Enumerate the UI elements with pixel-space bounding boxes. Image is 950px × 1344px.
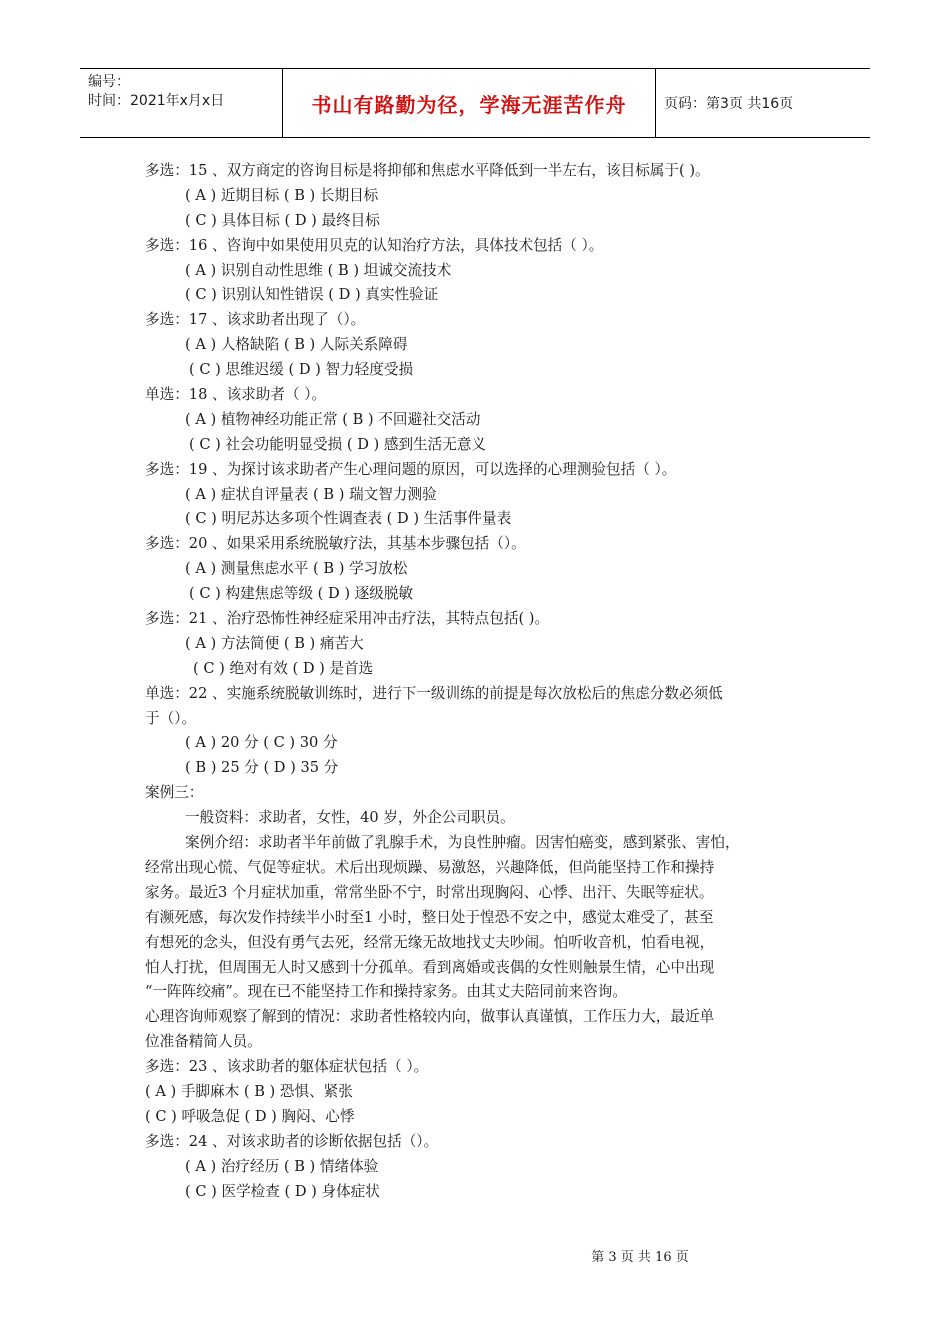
text-line: 多选：24 、对该求助者的诊断依据包括（）。 xyxy=(145,1132,439,1150)
text-line: ( A ) 症状自评量表 ( B ) 瑞文智力测验 xyxy=(185,485,437,503)
text-line: 怕人打扰，但周围无人时又感到十分孤单。看到离婚或丧偶的女性则触景生情，心中出现 xyxy=(145,958,715,976)
text-line: ( A ) 手脚麻木 ( B ) 恐惧、紧张 xyxy=(145,1082,353,1100)
text-line: ( A ) 治疗经历 ( B ) 情绪体验 xyxy=(185,1157,379,1175)
header-left xyxy=(80,69,282,137)
text-line: 单选：22 、实施系统脱敏训练时，进行下一级训练的前提是每次放松后的焦虑分数必须低 xyxy=(145,684,723,702)
text-line: 多选：16 、咨询中如果使用贝克的认知治疗方法，具体技术包括（ ）。 xyxy=(145,236,604,254)
text-line: 有濒死感，每次发作持续半小时至1 小时，整日处于惶恐不安之中，感觉太难受了，甚至 xyxy=(145,908,714,926)
text-line: ( B ) 25 分 ( D ) 35 分 xyxy=(185,759,339,777)
text-line: ( C ) 识别认知性错误 ( D ) 真实性验证 xyxy=(185,286,439,304)
text-line: 于（）。 xyxy=(145,709,197,727)
text-line: ( C ) 思维迟缓 ( D ) 智力轻度受损 xyxy=(189,361,414,379)
footer-page-number: 第 3 页 共 16 页 xyxy=(591,1250,689,1265)
text-line: 多选：21 、治疗恐怖性神经症采用冲击疗法，其特点包括( )。 xyxy=(145,610,550,628)
text-line: 心理咨询师观察了解到的情况：求助者性格较内向，做事认真谨慎，工作压力大，最近单 xyxy=(145,1008,715,1026)
text-line: ( A ) 植物神经功能正常 ( B ) 不回避社交活动 xyxy=(185,410,481,428)
text-line: 多选：20 、如果采用系统脱敏疗法，其基本步骤包括（）。 xyxy=(145,535,526,553)
text-line: 多选：17 、该求助者出现了（）。 xyxy=(145,311,366,329)
text-line: ( A ) 识别自动性思维 ( B ) 坦诚交流技术 xyxy=(185,261,452,279)
text-line: ( C ) 医学检查 ( D ) 身体症状 xyxy=(185,1182,380,1200)
text-line: ( A ) 近期目标 ( B ) 长期目标 xyxy=(185,186,379,204)
header-page-label: 页码：第3页 共16页 xyxy=(664,96,794,112)
text-line: ( C ) 呼吸急促 ( D ) 胸闷、心悸 xyxy=(145,1107,355,1125)
text-line: ( C ) 绝对有效 ( D ) 是首选 xyxy=(193,659,374,677)
text-line: ( A ) 20 分 ( C ) 30 分 xyxy=(185,734,338,752)
header-motto: 书山有路勤为径，学海无涯苦作舟 xyxy=(282,69,656,137)
text-line: 有想死的念头，但没有勇气去死，经常无缘无故地找丈夫吵闹。怕听收音机，怕看电视， xyxy=(145,933,715,951)
document-number-label: 编号： xyxy=(88,74,130,90)
text-line: 一般资料：求助者，女性，40 岁，外企公司职员。 xyxy=(185,809,515,827)
text-line: 经常出现心慌、气促等症状。术后出现烦躁、易激怒，兴趣降低，但尚能坚持工作和操持 xyxy=(145,858,715,876)
text-line: 多选：15 、双方商定的咨询目标是将抑郁和焦虑水平降低到一半左右，该目标属于( )。 xyxy=(145,162,710,179)
text-line: 案例介绍：求助者半年前做了乳腺手术，为良性肿瘤。因害怕癌变，感到紧张、害怕， xyxy=(185,834,740,852)
text-line: 案例三： xyxy=(145,784,204,802)
text-line: ( A ) 测量焦虑水平 ( B ) 学习放松 xyxy=(185,560,408,578)
page-footer xyxy=(0,1246,950,1265)
text-line: ( C ) 构建焦虑等级 ( D ) 逐级脱敏 xyxy=(189,585,414,603)
text-line: ( A ) 人格缺陷 ( B ) 人际关系障碍 xyxy=(185,336,408,354)
text-line: ( C ) 具体目标 ( D ) 最终目标 xyxy=(185,211,380,229)
text-line: 单选：18 、该求助者（ ）。 xyxy=(145,386,327,404)
document-body xyxy=(145,159,805,1204)
document-date-label: 时间：2021年x月x日 xyxy=(88,93,225,109)
text-line: 家务。最近3 个月症状加重，常常坐卧不宁，时常出现胸闷、心悸、出汗、失眠等症状。 xyxy=(145,883,714,901)
text-line: 位准备精简人员。 xyxy=(145,1033,262,1051)
text-line: “一阵阵绞痛”。现在已不能坚持工作和操持家务。由其丈夫陪同前来咨询。 xyxy=(145,983,627,1001)
page-header xyxy=(80,68,870,138)
text-line: 多选：19 、为探讨该求助者产生心理问题的原因，可以选择的心理测验包括（ ）。 xyxy=(145,460,677,478)
text-line: ( C ) 社会功能明显受损 ( D ) 感到生活无意义 xyxy=(189,435,487,453)
text-line: ( A ) 方法简便 ( B ) 痛苦大 xyxy=(185,634,364,652)
text-line: ( C ) 明尼苏达多项个性调查表 ( D ) 生活事件量表 xyxy=(185,510,512,528)
text-line: 多选：23 、该求助者的躯体症状包括（ ）。 xyxy=(145,1058,429,1076)
